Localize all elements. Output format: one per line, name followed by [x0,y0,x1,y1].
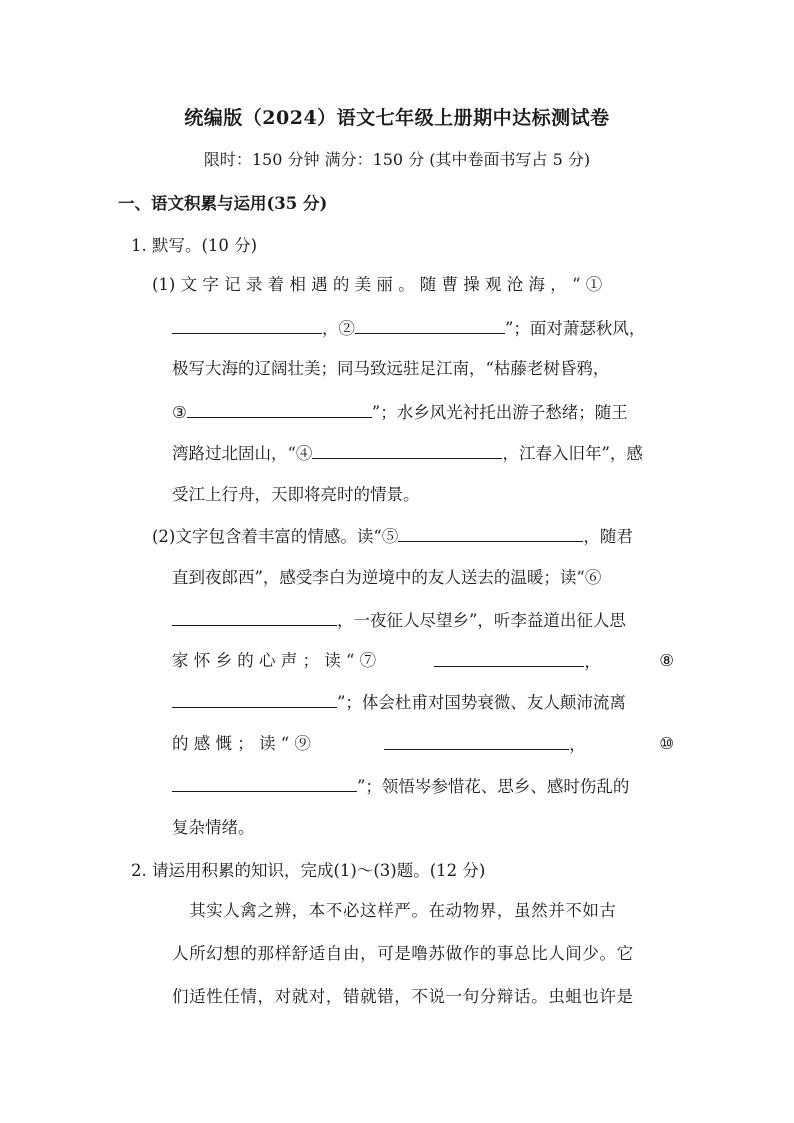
q1-part1-line2: ，② ”；面对萧瑟秋风， [172,315,645,341]
question-2-heading: 2. 请运用积累的知识，完成(1)～(3)题。(12 分) [131,861,486,880]
answer-blank-1[interactable] [172,315,322,334]
q1-part2-line8: 复杂情绪。 [172,818,255,837]
exam-info: 限时：150 分钟 满分：150 分 (其中卷面书写占 5 分) [203,150,591,169]
passage-line-1: 其实人禽之辨，本不必这样严。在动物界，虽然并不如古 [172,901,617,920]
q1-part1-line5: 湾路过北固山，“④ ，江春入旧年”，感 [172,440,643,466]
q1-part2-line3: ，一夜征人尽望乡”，听李益道出征人思 [172,607,626,633]
page-title: 统编版（2024）语文七年级上册期中达标测试卷 [184,107,610,129]
q1-part1-line3: 极写大海的辽阔壮美；同马致远驻足江南，“枯藤老树昏鸦， [172,359,610,378]
answer-blank-3[interactable] [187,399,372,418]
section-heading: 一、语文积累与运用(35 分) [118,194,328,213]
answer-blank-2[interactable] [355,315,505,334]
q1-part1-line6: 受江上行舟，天即将亮时的情景。 [172,485,420,504]
answer-blank-10[interactable] [172,773,357,792]
q1-part2-line4: 家 怀 乡 的 心 声 ； 读 “ ⑦ ， ⑧ [172,648,674,674]
answer-blank-7[interactable] [434,648,584,667]
q1-part1-line4: ③ ”；水乡风光衬托出游子愁绪；随王 [172,399,628,425]
answer-blank-8[interactable] [172,689,337,708]
answer-blank-4[interactable] [312,440,502,459]
question-1-heading: 1. 默写。(10 分) [131,236,258,255]
answer-blank-6[interactable] [172,607,337,626]
q1-part1-line1: (1) 文 字 记 录 着 相 遇 的 美 丽 。 随 曹 操 观 沧 海 ， “ ① [152,275,603,294]
q1-part2-line5: ”；体会杜甫对国势衰微、友人颠沛流离 [172,689,626,715]
q1-part2-line7: ”；领悟岑参惜花、思乡、感时伤乱的 [172,773,629,799]
q1-part2-line1: (2)文字包含着丰富的情感。读“⑤ ，随君 [152,523,633,549]
answer-blank-5[interactable] [398,523,583,542]
q1-part2-line2: 直到夜郎西”，感受李白为逆境中的友人送去的温暖；读“⑥ [172,568,602,587]
q1-part2-line6: 的 感 慨 ； 读 “ ⑨ ， ⑩ [172,731,674,757]
answer-blank-9[interactable] [384,731,569,750]
passage-line-3: 们适性任情，对就对，错就错，不说一句分辩话。虫蛆也许是 [172,987,634,1006]
passage-line-2: 人所幻想的那样舒适自由，可是噜苏做作的事总比人间少。它 [172,944,634,963]
